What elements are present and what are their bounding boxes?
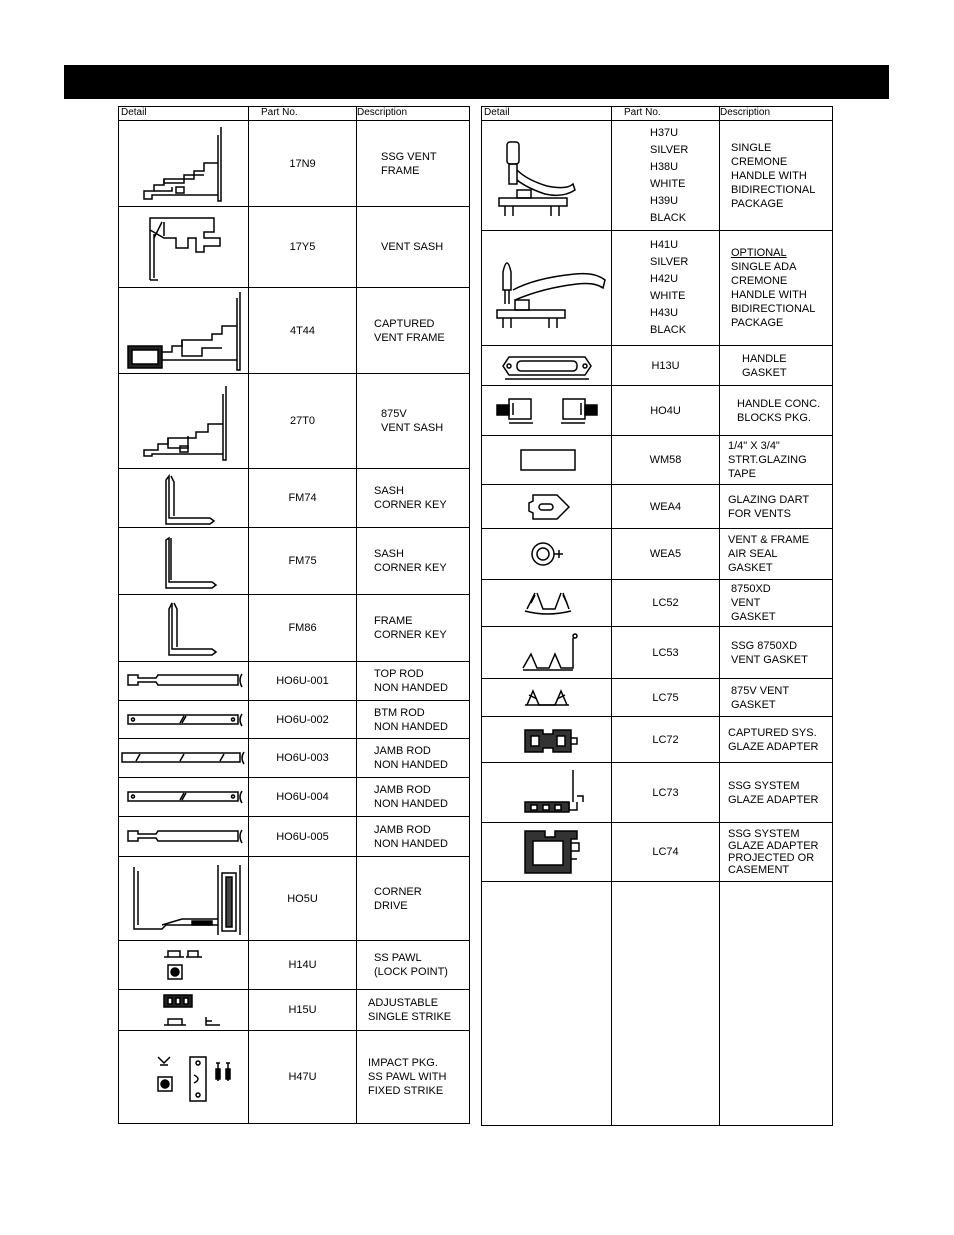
strike-icon bbox=[119, 990, 249, 1031]
rod-icon bbox=[119, 817, 249, 857]
table-row bbox=[119, 1031, 470, 1124]
empty-row bbox=[482, 882, 833, 1126]
part-description: CAPTURED VENT FRAME bbox=[357, 288, 470, 374]
table-row bbox=[119, 528, 470, 595]
corner-key-icon bbox=[119, 595, 249, 662]
table-header-row bbox=[119, 107, 470, 121]
ssg-glaze-adapter-icon bbox=[482, 763, 612, 823]
part-description: ADJUSTABLE SINGLE STRIKE bbox=[357, 990, 470, 1031]
part-number: LC53 bbox=[612, 627, 720, 679]
table-row bbox=[119, 469, 470, 528]
table-row bbox=[482, 529, 833, 580]
ada-cremone-handle-icon bbox=[482, 231, 612, 346]
part-description: JAMB ROD NON HANDED bbox=[357, 817, 470, 857]
part-number: LC74 bbox=[612, 823, 720, 882]
part-description: SSG 8750XD VENT GASKET bbox=[720, 627, 833, 679]
table-row bbox=[119, 941, 470, 990]
part-number: WM58 bbox=[612, 436, 720, 485]
table-row bbox=[482, 346, 833, 386]
detail-header: Detail bbox=[119, 107, 249, 121]
table-row bbox=[482, 717, 833, 763]
part-number: LC52 bbox=[612, 580, 720, 627]
handle-gasket-icon bbox=[482, 346, 612, 386]
part-description: SINGLE CREMONE HANDLE WITH BIDIRECTIONAL PACKAGE bbox=[720, 121, 833, 231]
table-row bbox=[119, 121, 470, 207]
part-number: WEA4 bbox=[612, 485, 720, 529]
vent-gasket-icon bbox=[482, 580, 612, 627]
projected-glaze-adapter-icon bbox=[482, 823, 612, 882]
table-row bbox=[119, 207, 470, 288]
captured-vent-frame-profile-icon bbox=[119, 288, 249, 374]
glaze-adapter-icon bbox=[482, 717, 612, 763]
table-row bbox=[482, 679, 833, 717]
cremone-handle-icon bbox=[482, 121, 612, 231]
part-number: H14U bbox=[249, 941, 357, 990]
part-number: HO6U-003 bbox=[249, 739, 357, 778]
part-description: HANDLE GASKET bbox=[720, 346, 833, 386]
table-row bbox=[482, 763, 833, 823]
part-number: H47U bbox=[249, 1031, 357, 1124]
rod-icon bbox=[119, 662, 249, 701]
part-number: H13U bbox=[612, 346, 720, 386]
part-number: H37U SILVER H38U WHITE H39U BLACK bbox=[612, 121, 720, 231]
vent-gasket-icon bbox=[482, 679, 612, 717]
description-header: Description bbox=[357, 107, 470, 121]
description-header: Description bbox=[720, 107, 833, 121]
part-number: FM86 bbox=[249, 595, 357, 662]
table-row bbox=[119, 817, 470, 857]
empty-cell bbox=[612, 882, 720, 1126]
ssg-vent-gasket-icon bbox=[482, 627, 612, 679]
parts-table-right bbox=[481, 106, 833, 1126]
rod-icon bbox=[119, 739, 249, 778]
parts-table-left bbox=[118, 106, 470, 1124]
header-banner bbox=[64, 65, 889, 99]
glazing-dart-icon bbox=[482, 485, 612, 529]
part-number: 4T44 bbox=[249, 288, 357, 374]
part-description: SSG VENT FRAME bbox=[357, 121, 470, 207]
part-number: H15U bbox=[249, 990, 357, 1031]
rod-icon bbox=[119, 701, 249, 739]
part-description: VENT & FRAME AIR SEAL GASKET bbox=[720, 529, 833, 580]
table-row bbox=[482, 627, 833, 679]
part-number: HO6U-001 bbox=[249, 662, 357, 701]
part-number: 17N9 bbox=[249, 121, 357, 207]
part-description bbox=[720, 231, 833, 346]
vent-sash-875v-profile-icon bbox=[119, 374, 249, 469]
part-description: 875V VENT GASKET bbox=[720, 679, 833, 717]
part-description: VENT SASH bbox=[357, 207, 470, 288]
table-row bbox=[482, 485, 833, 529]
table-row bbox=[119, 857, 470, 941]
part-number: FM74 bbox=[249, 469, 357, 528]
glazing-tape-icon bbox=[482, 436, 612, 485]
part-description-text: SINGLE ADA CREMONE HANDLE WITH BIDIRECTIONAL PACKAGE bbox=[731, 261, 816, 329]
detail-header: Detail bbox=[482, 107, 612, 121]
part-number: HO6U-004 bbox=[249, 778, 357, 817]
part-description: IMPACT PKG. SS PAWL WITH FIXED STRIKE bbox=[357, 1031, 470, 1124]
table-row bbox=[119, 662, 470, 701]
part-number: H41U SILVER H42U WHITE H43U BLACK bbox=[612, 231, 720, 346]
part-number: 17Y5 bbox=[249, 207, 357, 288]
part-number: HO6U-005 bbox=[249, 817, 357, 857]
part-description: 1/4" X 3/4" STRT.GLAZING TAPE bbox=[720, 436, 833, 485]
part-number: LC73 bbox=[612, 763, 720, 823]
table-row bbox=[119, 374, 470, 469]
part-description: SSG SYSTEM GLAZE ADAPTER PROJECTED OR CASEMENT bbox=[720, 823, 833, 882]
part-description: CAPTURED SYS. GLAZE ADAPTER bbox=[720, 717, 833, 763]
conc-blocks-icon bbox=[482, 386, 612, 436]
part-number: FM75 bbox=[249, 528, 357, 595]
part-number: HO6U-002 bbox=[249, 701, 357, 739]
table-row bbox=[119, 739, 470, 778]
table-row bbox=[482, 436, 833, 485]
part-description: 8750XD VENT GASKET bbox=[720, 580, 833, 627]
table-row bbox=[119, 990, 470, 1031]
empty-cell bbox=[482, 882, 612, 1126]
table-row bbox=[482, 121, 833, 231]
table-row bbox=[119, 778, 470, 817]
corner-key-icon bbox=[119, 469, 249, 528]
table-row bbox=[119, 595, 470, 662]
table-row bbox=[482, 231, 833, 346]
part-description: SS PAWL (LOCK POINT) bbox=[357, 941, 470, 990]
vent-frame-profile-icon bbox=[119, 121, 249, 207]
air-seal-gasket-icon bbox=[482, 529, 612, 580]
table-row bbox=[482, 580, 833, 627]
part-description: SASH CORNER KEY bbox=[357, 469, 470, 528]
part-description: GLAZING DART FOR VENTS bbox=[720, 485, 833, 529]
part-number: 27T0 bbox=[249, 374, 357, 469]
part-description: BTM ROD NON HANDED bbox=[357, 701, 470, 739]
vent-sash-profile-icon bbox=[119, 207, 249, 288]
part-number: WEA5 bbox=[612, 529, 720, 580]
part-description: HANDLE CONC. BLOCKS PKG. bbox=[720, 386, 833, 436]
corner-key-icon bbox=[119, 528, 249, 595]
part-no-header: Part No. bbox=[249, 107, 357, 121]
table-header-row bbox=[482, 107, 833, 121]
corner-drive-icon bbox=[119, 857, 249, 941]
table-row bbox=[482, 823, 833, 882]
pawl-icon bbox=[119, 941, 249, 990]
part-no-header: Part No. bbox=[612, 107, 720, 121]
table-row bbox=[119, 701, 470, 739]
part-number: HO4U bbox=[612, 386, 720, 436]
table-row bbox=[482, 386, 833, 436]
part-description: 875V VENT SASH bbox=[357, 374, 470, 469]
empty-cell bbox=[720, 882, 833, 1126]
optional-label: OPTIONAL bbox=[731, 247, 787, 259]
part-description: CORNER DRIVE bbox=[357, 857, 470, 941]
part-number: HO5U bbox=[249, 857, 357, 941]
part-description: SASH CORNER KEY bbox=[357, 528, 470, 595]
part-number: LC72 bbox=[612, 717, 720, 763]
part-description: JAMB ROD NON HANDED bbox=[357, 778, 470, 817]
table-row bbox=[119, 288, 470, 374]
rod-icon bbox=[119, 778, 249, 817]
part-description: TOP ROD NON HANDED bbox=[357, 662, 470, 701]
part-description: JAMB ROD NON HANDED bbox=[357, 739, 470, 778]
part-number: LC75 bbox=[612, 679, 720, 717]
part-description: FRAME CORNER KEY bbox=[357, 595, 470, 662]
impact-pkg-icon bbox=[119, 1031, 249, 1124]
part-description: SSG SYSTEM GLAZE ADAPTER bbox=[720, 763, 833, 823]
